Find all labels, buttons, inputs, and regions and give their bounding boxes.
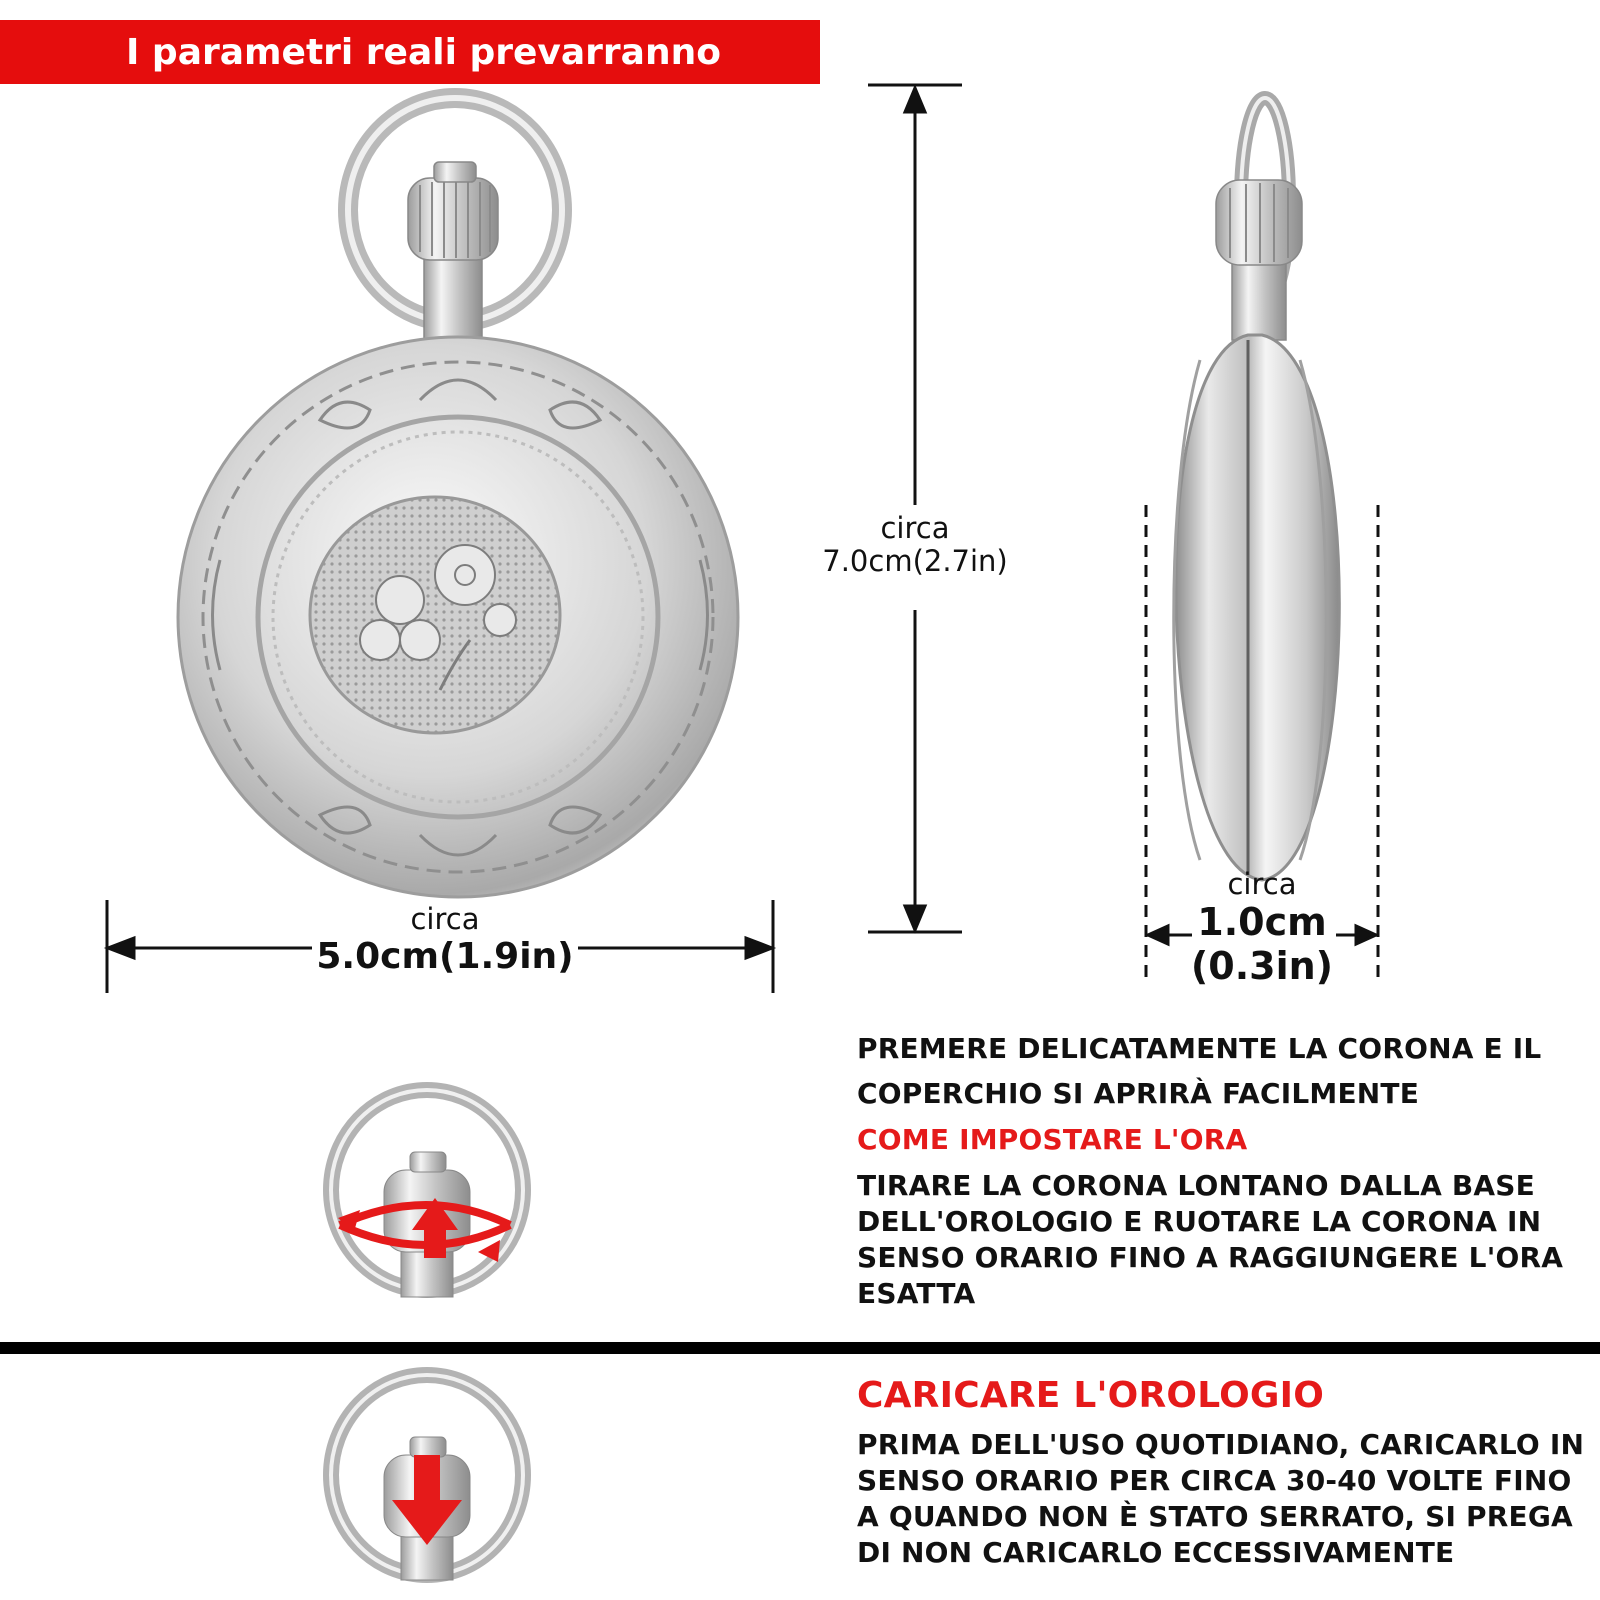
width-value: 5.0cm(1.9in) [316, 936, 574, 978]
width-dimension-label [305, 903, 585, 978]
thickness-value-line2: (0.3in) [1190, 944, 1334, 989]
wind-watch-instruction: PRIMA DELL'USO QUOTIDIANO, CARICARLO IN SENSO ORARIO PER CIRCA 30-40 VOLTE FINO A QUANDO NON È STATO SERRATO, SI PREGA DI NON CARICARLO ECCESSIVAMENTE [857, 1428, 1585, 1569]
crown-pull-rotate-icon [331, 1090, 523, 1297]
width-approx: circa [410, 902, 480, 936]
pocket-watch-front-image [178, 98, 738, 897]
thickness-value-line1: 1.0cm [1197, 900, 1327, 945]
set-time-heading: COME IMPOSTARE L'ORA [857, 1123, 1248, 1156]
wind-watch-heading: CARICARE L'OROLOGIO [857, 1375, 1325, 1416]
set-time-instruction: TIRARE LA CORONA LONTANO DALLA BASE DELL'OROLOGIO E RUOTARE LA CORONA IN SENSO ORARIO FINO A RAGGIUNGERE L'ORA ESATTA [857, 1169, 1564, 1310]
thickness-dimension-label [1180, 868, 1344, 989]
section-divider [0, 1342, 1600, 1354]
banner-text: I parametri reali prevarranno [126, 31, 721, 73]
height-dimension-label [815, 512, 1015, 579]
open-cover-instruction: PREMERE DELICATAMENTE LA CORONA E IL COPERCHIO SI APRIRÀ FACILMENTE [857, 1032, 1542, 1110]
thickness-approx: circa [1227, 867, 1297, 901]
height-dimension-line [868, 85, 962, 932]
pocket-watch-side-image [1174, 98, 1340, 880]
crown-push-down-icon [331, 1375, 523, 1580]
height-approx: circa [880, 511, 950, 545]
height-value: 7.0cm(2.7in) [822, 544, 1008, 579]
